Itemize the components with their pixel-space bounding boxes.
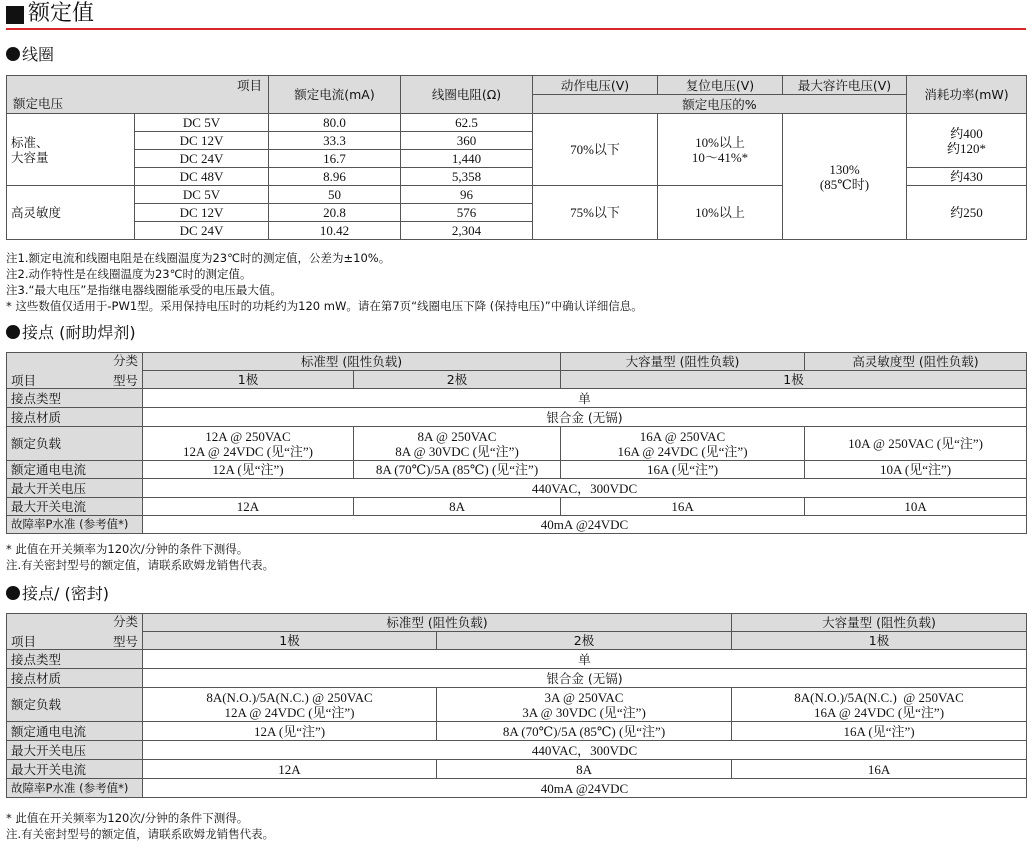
header-pole1: 1极	[143, 371, 354, 389]
cell-release-sensitive: 10%以上	[658, 186, 783, 240]
note-line: 注.有关密封型号的额定值，请联系欧姆龙销售代表。	[6, 558, 275, 572]
cell-value: 12A	[143, 498, 354, 516]
section-title: 接点/ (密封)	[22, 584, 109, 603]
cell-value: 16A	[561, 498, 805, 516]
header-operate-voltage: 动作电压(V)	[533, 76, 658, 95]
header-large: 大容量型 (阻性负载)	[732, 614, 1027, 632]
cell-current: 33.3	[269, 132, 401, 150]
square-bullet-icon	[6, 6, 24, 24]
cell-value: 8A	[437, 760, 732, 779]
cell-value: 16A (见“注”)	[732, 722, 1027, 741]
cell-voltage: DC 48V	[135, 168, 269, 186]
cell-value: 8A @ 250VAC 8A @ 30VDC (见“注”)	[354, 427, 561, 461]
row-label: 最大开关电流	[7, 760, 143, 779]
cell-resistance: 96	[401, 186, 533, 204]
cell-value: 8A(N.O.)/5A(N.C.) @ 250VAC 12A @ 24VDC (见“注”)	[143, 688, 437, 722]
section-title: 线圈	[22, 45, 55, 64]
cell-value: 40mA @24VDC	[143, 779, 1027, 798]
note-line: 注3.“最大电压”是指继电器线圈能承受的电压最大值。	[6, 283, 282, 297]
cell-value: 单	[143, 650, 1027, 669]
cell-value: 440VAC，300VDC	[143, 741, 1027, 760]
cell-power-sensitive: 约250	[907, 186, 1027, 240]
row-label: 故障率P水准 (参考值*)	[7, 779, 143, 798]
row-label: 额定负载	[7, 688, 143, 722]
cell-current: 20.8	[269, 204, 401, 222]
page-title-bar	[6, 2, 1026, 30]
row-label: 额定负载	[7, 427, 143, 461]
section-coil-heading	[6, 44, 54, 66]
cell-value: 8A (70℃)/5A (85℃) (见“注”)	[354, 461, 561, 479]
page-title: 额定值	[28, 1, 95, 26]
cell-value: 12A (见“注”)	[143, 722, 437, 741]
section-contacts-flux-heading	[6, 322, 136, 344]
note-line: 注2.动作特性是在线圈温度为23℃时的测定值。	[6, 267, 252, 281]
note-line: * 这些数值仅适用于-PW1型。采用保持电压时的功耗约为120 mW。请在第7页“线圈电压下降 (保持电压)”中确认详细信息。	[6, 299, 643, 313]
header-power: 消耗功率(mW)	[907, 76, 1027, 114]
cell-operate-sensitive: 75%以下	[533, 186, 658, 240]
row-label: 最大开关电压	[7, 479, 143, 498]
header-percent-rated: 额定电压的%	[533, 95, 907, 114]
section-contacts-sealed-heading	[6, 583, 109, 605]
row-label: 最大开关电流	[7, 498, 143, 516]
cell-current: 8.96	[269, 168, 401, 186]
cell-value: 40mA @24VDC	[143, 516, 1027, 534]
cell-value: 10A (见“注”)	[805, 461, 1027, 479]
header-model: 型号	[112, 634, 138, 649]
cell-resistance: 2,304	[401, 222, 533, 240]
row-label: 额定通电电流	[7, 461, 143, 479]
header-standard: 标准型 (阻性负载)	[143, 614, 732, 632]
cell-max-voltage: 130% (85℃时)	[783, 114, 907, 240]
cell-resistance: 62.5	[401, 114, 533, 132]
cell-value: 3A @ 250VAC 3A @ 30VDC (见“注”)	[437, 688, 732, 722]
note-line: 注1.额定电流和线圈电阻是在线圈温度为23℃时的测定值，公差为±10%。	[6, 251, 391, 265]
coil-notes	[6, 250, 643, 314]
header-class: 分类	[112, 614, 138, 629]
cell-value: 12A @ 250VAC 12A @ 24VDC (见“注”)	[143, 427, 354, 461]
row-label: 接点材质	[7, 669, 143, 688]
cell-value: 10A @ 250VAC (见“注”)	[805, 427, 1027, 461]
cell-voltage: DC 5V	[135, 114, 269, 132]
header-pole1-b: 1极	[732, 632, 1027, 650]
header-large: 大容量型 (阻性负载)	[561, 353, 805, 371]
row-label: 接点材质	[7, 408, 143, 427]
header-standard: 标准型 (阻性负载)	[143, 353, 561, 371]
cell-current: 50	[269, 186, 401, 204]
cell-power-standard-a: 约400 约120*	[907, 114, 1027, 168]
bullet-dot-icon	[6, 325, 20, 339]
cell-value: 单	[143, 389, 1027, 408]
contacts-sealed-table	[6, 613, 1027, 798]
section-title: 接点 (耐助焊剂)	[22, 323, 136, 342]
header-pole2: 2极	[437, 632, 732, 650]
contacts-header-class	[7, 614, 143, 650]
cell-voltage: DC 12V	[135, 132, 269, 150]
cell-value: 440VAC，300VDC	[143, 479, 1027, 498]
header-release-voltage: 复位电压(V)	[658, 76, 783, 95]
contacts-flux-notes	[6, 541, 274, 573]
contacts-flux-table	[6, 352, 1027, 534]
note-line: * 此值在开关频率为120次/分钟的条件下测得。	[6, 811, 249, 825]
header-model: 型号	[112, 373, 138, 388]
cell-value: 12A	[143, 760, 437, 779]
cell-value: 10A	[805, 498, 1027, 516]
contacts-sealed-notes	[6, 810, 274, 842]
coil-header-item-voltage	[7, 76, 269, 114]
cell-voltage: DC 24V	[135, 222, 269, 240]
cell-release-standard: 10%以上 10～41%*	[658, 114, 783, 186]
row-label: 故障率P水准 (参考值*)	[7, 516, 143, 534]
row-label: 最大开关电压	[7, 741, 143, 760]
group-sensitive-label: 高灵敏度	[7, 186, 135, 240]
cell-value: 8A (70℃)/5A (85℃) (见“注”)	[437, 722, 732, 741]
row-label: 接点类型	[7, 389, 143, 408]
header-class: 分类	[112, 353, 138, 368]
cell-value: 16A @ 250VAC 16A @ 24VDC (见“注”)	[561, 427, 805, 461]
header-rated-current: 额定电流(mA)	[269, 76, 401, 114]
header-coil-resistance: 线圈电阻(Ω)	[401, 76, 533, 114]
group-standard-label: 标准、 大容量	[7, 114, 135, 186]
cell-value: 8A	[354, 498, 561, 516]
cell-value: 8A(N.O.)/5A(N.C.) @ 250VAC 16A @ 24VDC (见“注”)	[732, 688, 1027, 722]
cell-resistance: 5,358	[401, 168, 533, 186]
bullet-dot-icon	[6, 47, 20, 61]
header-item: 项目	[11, 373, 37, 388]
cell-value: 16A	[732, 760, 1027, 779]
contacts-header-class	[7, 353, 143, 389]
header-pole2: 2极	[354, 371, 561, 389]
header-sensitive: 高灵敏度型 (阻性负载)	[805, 353, 1027, 371]
header-pole1: 1极	[143, 632, 437, 650]
cell-resistance: 360	[401, 132, 533, 150]
note-line: * 此值在开关频率为120次/分钟的条件下测得。	[6, 542, 249, 556]
bullet-dot-icon	[6, 586, 20, 600]
header-item: 项目	[236, 78, 262, 93]
cell-current: 80.0	[269, 114, 401, 132]
cell-value: 银合金 (无镉)	[143, 408, 1027, 427]
cell-operate-standard: 70%以下	[533, 114, 658, 186]
header-item: 项目	[11, 634, 37, 649]
cell-resistance: 1,440	[401, 150, 533, 168]
cell-resistance: 576	[401, 204, 533, 222]
cell-voltage: DC 12V	[135, 204, 269, 222]
cell-voltage: DC 24V	[135, 150, 269, 168]
row-label: 额定通电电流	[7, 722, 143, 741]
header-pole1-b: 1极	[561, 371, 1027, 389]
row-label: 接点类型	[7, 650, 143, 669]
cell-value: 16A (见“注”)	[561, 461, 805, 479]
cell-value: 12A (见“注”)	[143, 461, 354, 479]
cell-value: 银合金 (无镉)	[143, 669, 1027, 688]
cell-current: 10.42	[269, 222, 401, 240]
cell-current: 16.7	[269, 150, 401, 168]
note-line: 注.有关密封型号的额定值，请联系欧姆龙销售代表。	[6, 827, 275, 841]
coil-table	[6, 75, 1027, 240]
cell-voltage: DC 5V	[135, 186, 269, 204]
header-rated-voltage: 额定电压	[13, 96, 64, 111]
cell-power-standard-b: 约430	[907, 168, 1027, 186]
header-max-voltage: 最大容许电压(V)	[783, 76, 907, 95]
